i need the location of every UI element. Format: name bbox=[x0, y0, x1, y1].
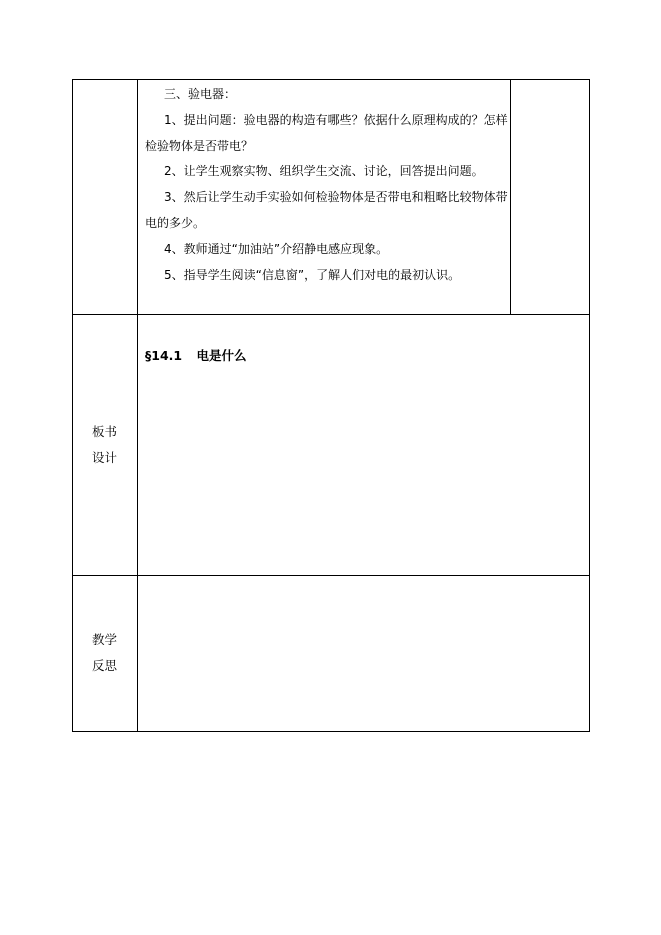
notes-column-divider bbox=[510, 79, 511, 314]
content-line-5: 电的多少。 bbox=[145, 216, 206, 230]
content-line-4: 3、然后让学生动手实验如何检验物体是否带电和粗略比较物体带 bbox=[164, 190, 508, 204]
board-design-label-line2: 设计 bbox=[92, 450, 118, 465]
column-divider bbox=[137, 79, 138, 732]
table-bottom-border bbox=[72, 731, 590, 732]
row-divider-1 bbox=[72, 314, 590, 315]
section-number: §14.1 bbox=[145, 348, 183, 363]
reflection-label-line2: 反思 bbox=[92, 658, 118, 673]
table-right-border bbox=[589, 79, 590, 732]
reflection-label-line1: 教学 bbox=[92, 632, 118, 647]
board-heading bbox=[145, 346, 246, 364]
section-title: 电是什么 bbox=[196, 348, 247, 363]
content-line-1: 1、提出问题：验电器的构造有哪些？依据什么原理构成的？怎样 bbox=[164, 113, 508, 127]
section-heading-electroscope: 三、验电器： bbox=[164, 87, 237, 101]
content-line-3: 2、让学生观察实物、组织学生交流、讨论，回答提出问题。 bbox=[164, 164, 484, 178]
content-line-2: 检验物体是否带电？ bbox=[145, 139, 254, 153]
content-line-7: 5、指导学生阅读“信息窗”，了解人们对电的最初认识。 bbox=[164, 268, 461, 282]
board-design-label-line1: 板书 bbox=[92, 424, 118, 439]
table-top-border bbox=[72, 79, 590, 80]
content-line-6: 4、教师通过“加油站”介绍静电感应现象。 bbox=[164, 242, 389, 256]
row-divider-2 bbox=[72, 575, 590, 576]
table-left-border bbox=[72, 79, 73, 732]
